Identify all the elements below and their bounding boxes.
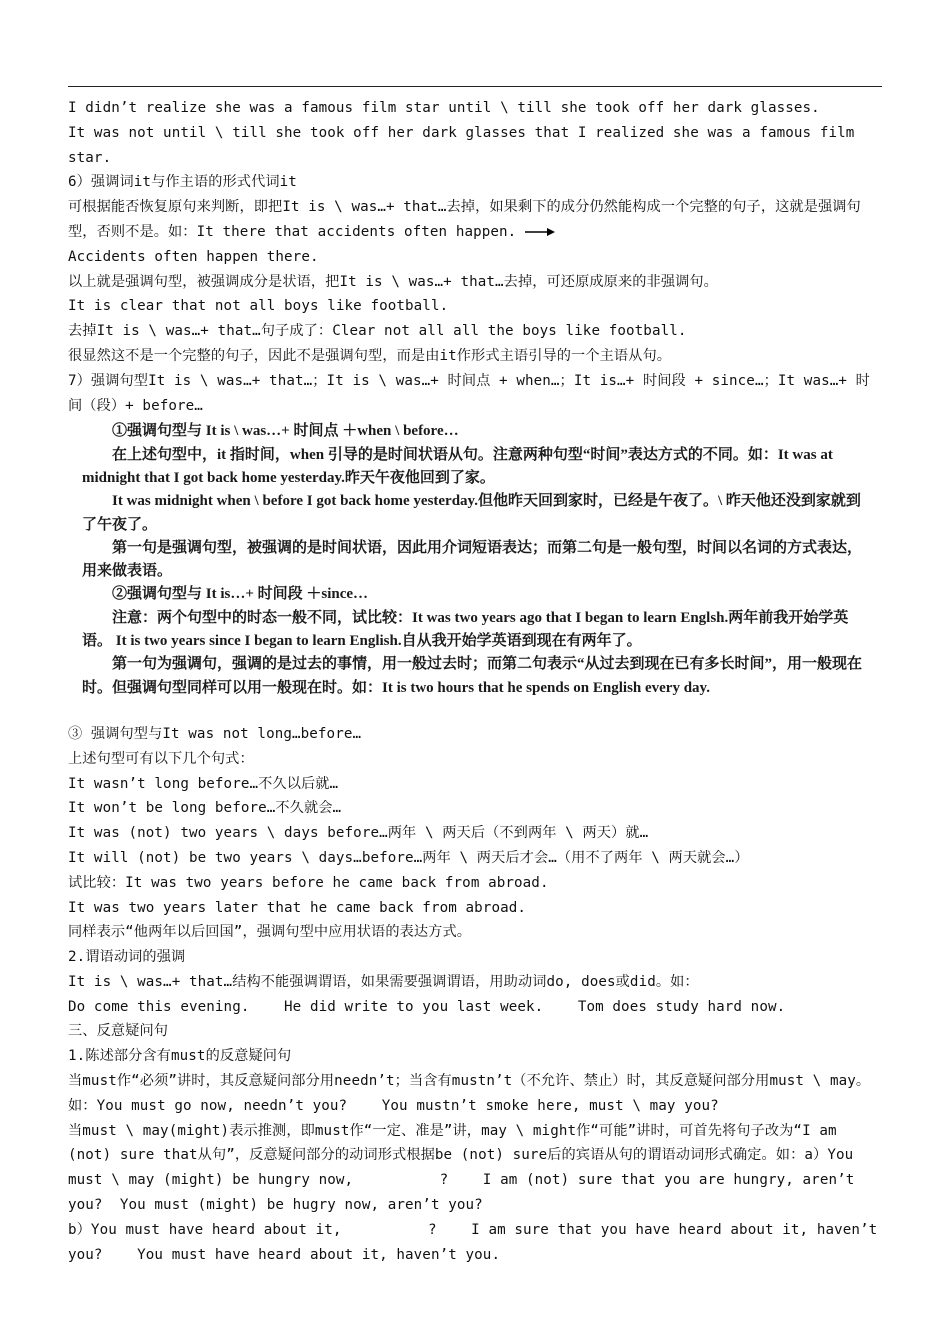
image-paragraph: 在上述句型中，it 指时间，when 引导的是时间状语从句。注意两种句型“时间”表达方式的不同。如：It was at midnight that I got back home yesterday.昨天午夜他回到了家。: [82, 446, 833, 486]
text-line: It was two years later that he came back from abroad.: [68, 899, 527, 916]
embedded-text-image: [82, 420, 872, 700]
image-heading-2: ②强调句型与 It is…+ 时间段 ＋since…: [112, 586, 369, 603]
section-heading: 1.陈述部分含有must的反意疑问句: [68, 1048, 292, 1065]
text-line: It will (not) be two years \ days…before…两年 \ 两天后才会…（用不了两年 \ 两天就会…）: [68, 849, 749, 866]
header-rule: [68, 86, 882, 87]
text-line: It won’t be long before…不久就会…: [68, 800, 342, 817]
section-heading: 2.谓语动词的强调: [68, 949, 186, 966]
image-heading-1: ①强调句型与 It is \ was…+ 时间点 ＋when \ before…: [112, 423, 459, 440]
text-line: b）You must have heard about it, ? I am sure that you have heard about it, haven’t you? You must have heard about it, haven’t you.: [68, 1221, 886, 1263]
text-line: Accidents often happen there.: [68, 248, 319, 265]
text-line: It is clear that not all boys like football.: [68, 298, 449, 315]
text-line: 以上就是强调句型，被强调成分是状语，把It is \ was…+ that…去掉，可还原成原来的非强调句。: [68, 273, 718, 290]
spacer: [68, 700, 882, 722]
text-line: 很显然这不是一个完整的句子，因此不是强调句型，而是由it作形式主语引导的一个主语从句。: [68, 347, 672, 364]
arrow-icon: [525, 227, 555, 237]
section-heading: 三、反意疑问句: [68, 1023, 169, 1040]
text-line: 可根据能否恢复原句来判断，即把It is \ was…+ that…去掉，如果剩下的成分仍然能构成一个完整的句子，这就是强调句型，否则不是。如：It there that accidents often happen.: [68, 199, 861, 240]
image-paragraph: It was midnight when \ before I got back home yesterday.但他昨天回到家时，已经是午夜了。\ 昨天他还没到家就到了午夜了。: [82, 493, 861, 533]
text-line: 同样表示“他两年以后回国”，强调句型中应用状语的表达方式。: [68, 924, 472, 941]
section-heading: 6）强调词it与作主语的形式代词it: [68, 174, 297, 191]
document-page: [68, 96, 886, 1267]
section-heading: ③ 强调句型与It was not long…before…: [68, 725, 362, 742]
text-line: 上述句型可有以下几个句式：: [68, 750, 254, 767]
section-heading: 7）强调句型It is \ was…+ that…；It is \ was…+ 时间点 + when…；It is…+ 时间段 + since…；It was…+ 时间（段）+ before…: [68, 372, 870, 414]
text-line: 当must作“必须”讲时，其反意疑问部分用needn’t；当含有mustn’t（不允许、禁止）时，其反意疑问部分用must \ may。如：You must go now, needn’t you? You mustn’t smoke here, must \ may you?: [68, 1073, 871, 1114]
image-paragraph: 第一句是强调句型，被强调的是时间状语，因此用介词短语表达；而第二句是一般句型，时间以名词的方式表达，用来做表语。: [82, 539, 863, 580]
text-line: I didn’t realize she was a famous film star until \ till she took off her dark glasses. It was not until \ till she took off her dark glasses that I realized she was a famous film star.: [68, 100, 872, 166]
text-line: 当must \ may(might)表示推测，即must作“一定、准是”讲，may \ might作“可能”讲时，可首先将句子改为“I am (not) sure that从句”，反意疑问部分的动词形式根据be (not) sure后的宾语从句的谓语动词形式确定。如：a）You must \ may (might) be hungry now, ? I am (not) sure that you are hungry, aren’t you? You must (might) be hugry now, aren’t you?: [68, 1122, 864, 1214]
text-line: It is \ was…+ that…结构不能强调谓语，如果需要强调谓语，用助动词do, does或did。如：: [68, 973, 699, 990]
image-paragraph: 第一句为强调句，强调的是过去的事情，用一般过去时；而第二句表示“从过去到现在已有多长时间”，用一般现在时。但强调句型同样可以用一般现在时。如：It is two hours that he spends on English every day.: [82, 656, 863, 696]
text-line: 去掉It is \ was…+ that…句子成了：Clear not all all the boys like football.: [68, 323, 687, 340]
text-line: It wasn’t long before…不久以后就…: [68, 775, 339, 792]
text-line: 试比较：It was two years before he came back from abroad.: [68, 874, 549, 891]
image-paragraph: 注意：两个句型中的时态一般不同，试比较：It was two years ago that I began to learn Englsh.两年前我开始学英语。 It is two years since I began to learn English.自从我开始学英语到现在有两年了。: [82, 609, 849, 650]
text-line: It was (not) two years \ days before…两年 \ 两天后（不到两年 \ 两天）就…: [68, 825, 649, 842]
text-line: Do come this evening. He did write to you last week. Tom does study hard now.: [68, 998, 786, 1015]
